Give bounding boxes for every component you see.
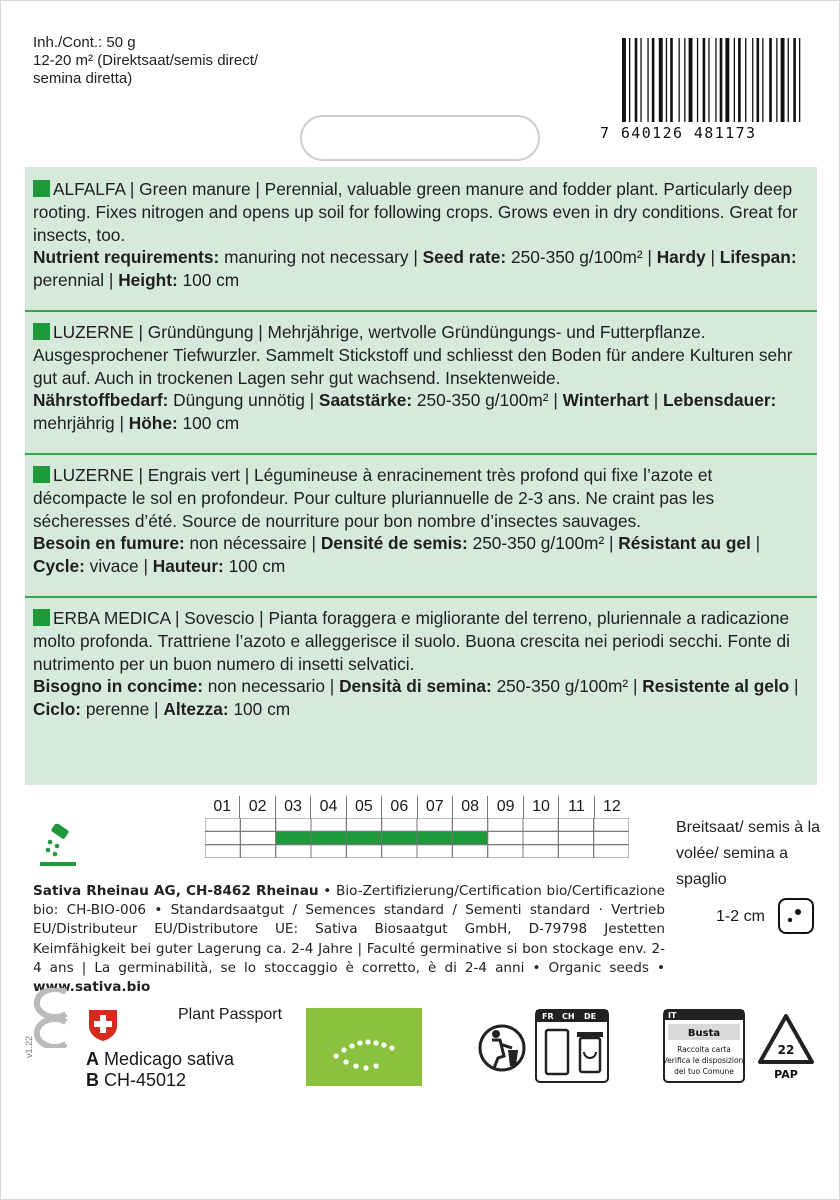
nutrient-value: non necessario |	[202, 676, 340, 697]
block-german	[33, 321, 809, 435]
busta-label: Busta	[687, 1028, 721, 1039]
barcode-bar	[622, 38, 626, 122]
lifespan-label: Lebensdauer:	[662, 390, 777, 411]
calendar-cell	[417, 845, 452, 858]
hardy-label: Résistant au gel	[618, 533, 751, 554]
calendar-cell	[558, 831, 593, 844]
calendar-cell	[488, 845, 523, 858]
calendar-cell	[382, 818, 417, 831]
month-label-05: 05	[346, 796, 381, 818]
barcode-bar	[689, 38, 693, 122]
eu-star	[343, 1059, 348, 1064]
barcode-bar	[752, 38, 753, 122]
lifespan-value: vivace |	[84, 556, 153, 577]
barcode-digits: 7 640126 481173	[600, 124, 757, 142]
sowing-depth: 1-2 cm	[716, 908, 765, 925]
eu-star	[357, 1040, 362, 1045]
sowing-cell	[417, 831, 452, 844]
calendar-cell	[276, 818, 311, 831]
barcode-bar	[762, 38, 763, 122]
barcode-bar	[725, 38, 729, 122]
raccolta-line-2: Verifica le disposizioni	[662, 1056, 746, 1065]
barcode-bar	[684, 38, 685, 122]
barcode-bar	[738, 38, 741, 122]
month-label-06: 06	[381, 796, 416, 818]
nutrient-value: Düngung unnötig |	[168, 390, 319, 411]
barcode-bar	[793, 38, 796, 122]
green-square-icon	[33, 609, 50, 626]
calendar-cell	[558, 845, 593, 858]
month-label-03: 03	[275, 796, 310, 818]
calendar-cell	[488, 818, 523, 831]
eu-star	[349, 1043, 354, 1048]
calendar-cell	[311, 845, 346, 858]
month-label-09: 09	[487, 796, 522, 818]
seed-value: 250-350 g/100m² |	[506, 247, 657, 268]
content-line-2: 12-20 m² (Direktsaat/semis direct/	[33, 52, 259, 69]
broadcast-sowing-icon	[30, 824, 80, 872]
month-label-08: 08	[452, 796, 487, 818]
passport-b-label: B	[86, 1070, 99, 1090]
block-description: | Engrais vert | Légumineuse à enracinement très profond qui fixe l’azote et décompacte le sol en profondeur. Pour culture pluriannuelle de 2-3 ans. Ne craint pas les sécheresses d’été. Source de nourriture pour bon nombre d’insectes sauvages.	[33, 465, 715, 531]
lifespan-label: Ciclo:	[33, 699, 82, 720]
company-name: Sativa Rheinau AG, CH-8462 Rheinau	[33, 883, 319, 899]
barcode-bar	[788, 38, 789, 122]
hardy-separator: |	[789, 676, 799, 697]
green-square-icon	[33, 323, 50, 340]
sowing-cell	[452, 831, 487, 844]
lifespan-value: perennial |	[33, 270, 119, 291]
seed-label: Densità di semina:	[339, 676, 492, 697]
pap-label: PAP	[774, 1068, 798, 1081]
eu-star	[333, 1053, 338, 1058]
calendar-cell	[523, 831, 558, 844]
eu-star	[365, 1039, 370, 1044]
eu-star	[353, 1063, 358, 1068]
barcode-bar	[799, 38, 800, 122]
barcode-bar	[708, 38, 709, 122]
nutrient-value: manuring not necessary |	[219, 247, 423, 268]
block-title: ERBA MEDICA	[53, 608, 171, 628]
nutrient-value: non nécessaire |	[184, 533, 321, 554]
barcode-bar	[697, 38, 698, 122]
block-french	[33, 464, 809, 578]
eu-star	[341, 1047, 346, 1052]
sowing-cell	[382, 831, 417, 844]
height-label: Höhe:	[128, 413, 178, 434]
block-description: | Green manure | Perennial, valuable green manure and fodder plant. Particularly deep rooting. Fixes nitrogen and opens up soil for following crops. Grows even in dry conditions. Great for insects, too.	[33, 179, 798, 245]
barcode-bar	[745, 38, 746, 122]
seed-value: 250-350 g/100m² |	[467, 533, 619, 554]
calendar-cell	[205, 831, 240, 844]
calendar-cell	[205, 818, 240, 831]
seed-label: Seed rate:	[422, 247, 507, 268]
hang-hole	[300, 115, 540, 161]
passport-b-value: CH-45012	[99, 1070, 187, 1090]
raccolta-line-1: Raccolta carta	[677, 1045, 731, 1054]
height-value: 100 cm	[177, 413, 240, 434]
block-italian	[33, 607, 809, 721]
barcode-bar	[629, 38, 630, 122]
raccolta-line-3: del tuo Comune	[674, 1067, 734, 1076]
swiss-flag-icon	[86, 1008, 120, 1042]
calendar-cell	[594, 845, 629, 858]
calendar-cell	[417, 818, 452, 831]
barcode-bar	[670, 38, 673, 122]
busta-info-block	[663, 1010, 746, 1082]
barcode-bar	[715, 38, 716, 122]
country-tag-de: DE	[584, 1012, 597, 1021]
calendar-cell	[205, 845, 240, 858]
hardy-separator: |	[705, 247, 720, 268]
company-info	[33, 882, 665, 997]
lifespan-label: Lifespan:	[719, 247, 797, 268]
month-label-11: 11	[558, 796, 593, 818]
content-info	[33, 34, 258, 88]
green-square-icon	[33, 180, 50, 197]
barcode-bar	[652, 38, 655, 122]
country-tag-fr: FR	[542, 1012, 554, 1021]
barcode-bar	[776, 38, 777, 122]
hardy-label: Winterhart	[562, 390, 649, 411]
passport-a-value: Medicago sativa	[99, 1049, 235, 1069]
eu-star	[373, 1040, 378, 1045]
calendar-cell	[311, 818, 346, 831]
sowing-calendar	[205, 796, 629, 858]
barcode-bar	[666, 38, 667, 122]
company-details: • Bio-Zertifizierung/Certification bio/Certificazione bio: CH-BIO-006 • Standardsaatgut / Semences standard / Sementi standard · Vertrieb EU/Distributeur EU/Distributore UE: Sativa Biosaatgut GmbH, D-79798 Jestetten Keimfähigkeit bei guter Lagerung ca. 2-4 Jahre | Faculté germinative si bon stockage env. 2-4 ans | La germinabilità, se lo stoccaggio è corretto, è di 2-4 anni • Organic seeds •	[33, 883, 665, 976]
eu-star	[373, 1063, 378, 1068]
seed-value: 250-350 g/100m² |	[491, 676, 643, 697]
barcode-bar	[781, 38, 785, 122]
calendar-cell	[523, 818, 558, 831]
month-header	[205, 796, 629, 818]
pap-recycling-icon	[760, 1016, 812, 1081]
block-english	[33, 178, 809, 292]
month-label-01: 01	[213, 798, 232, 815]
sowing-cell	[311, 831, 346, 844]
separator-line	[25, 310, 817, 312]
calendar-cell	[488, 831, 523, 844]
calendar-cell	[240, 831, 275, 844]
disposal-icons	[478, 1008, 818, 1088]
nutrient-label: Besoin en fumure:	[33, 533, 185, 554]
height-value: 100 cm	[228, 699, 291, 720]
month-label-02: 02	[239, 796, 274, 818]
block-description: | Sovescio | Pianta foraggera e migliorante del terreno, pluriennale a radicazione molto profonda. Trattriene l’azoto e alleggerisce il suolo. Buona crescita nei periodi secchi. Fonte di nutrimento per un buon numero di insetti selvatici.	[33, 608, 790, 674]
barcode-bar	[757, 38, 760, 122]
barcode-bar	[769, 38, 772, 122]
calendar-cell	[240, 845, 275, 858]
seed-value: 250-350 g/100m² |	[412, 390, 563, 411]
sowing-method: Breitsaat/ semis à la volée/ semina a spaglio	[676, 819, 821, 888]
barcode-bar	[659, 38, 663, 122]
sowing-depth-icon	[778, 898, 814, 934]
separator-line	[25, 596, 817, 598]
month-label-10: 10	[523, 796, 558, 818]
passport-registration	[86, 1070, 186, 1091]
company-website: www.sativa.bio	[33, 979, 151, 996]
hardy-separator: |	[750, 533, 761, 554]
hardy-separator: |	[648, 390, 663, 411]
eu-star	[389, 1045, 394, 1050]
plant-passport-title: Plant Passport	[178, 1006, 283, 1023]
height-value: 100 cm	[177, 270, 240, 291]
barcode-bar	[679, 38, 680, 122]
country-tag-it: IT	[668, 1011, 677, 1020]
passport-botanical-name	[86, 1049, 234, 1070]
calendar-cell	[452, 845, 487, 858]
green-square-icon	[33, 466, 50, 483]
block-title: LUZERNE	[53, 465, 134, 485]
calendar-cell	[452, 818, 487, 831]
lifespan-value: mehrjährig |	[33, 413, 129, 434]
separator-line	[25, 453, 817, 455]
height-value: 100 cm	[223, 556, 286, 577]
info-panel	[25, 167, 817, 785]
nutrient-label: Bisogno in concime:	[33, 676, 203, 697]
sowing-cell	[276, 831, 311, 844]
sowing-cell	[346, 831, 381, 844]
triman-info-block	[536, 1010, 608, 1082]
seed-label: Saatstärke:	[318, 390, 413, 411]
calendar-cell	[558, 818, 593, 831]
country-tag-ch: CH	[562, 1012, 575, 1021]
content-line-3: semina diretta)	[33, 70, 133, 87]
calendar-cell	[276, 845, 311, 858]
calendar-cell	[594, 831, 629, 844]
barcode-bar	[647, 38, 648, 122]
content-line-1: Inh./Cont.: 50 g	[33, 34, 136, 51]
eu-star	[363, 1065, 368, 1070]
nutrient-label: Nährstoffbedarf:	[33, 390, 169, 411]
block-title: LUZERNE	[53, 322, 134, 342]
barcode-bar	[734, 38, 735, 122]
barcode-bar	[635, 38, 638, 122]
block-title: ALFALFA	[53, 179, 126, 199]
calendar-cell	[594, 818, 629, 831]
month-label-04: 04	[310, 796, 345, 818]
height-label: Height:	[118, 270, 178, 291]
hardy-label: Resistente al gelo	[642, 676, 790, 697]
calendar-cell	[240, 818, 275, 831]
calendar-cell	[346, 845, 381, 858]
calendar-cell	[523, 845, 558, 858]
eu-organic-logo	[306, 1008, 422, 1086]
calendar-cell	[382, 845, 417, 858]
lifespan-value: perenne |	[81, 699, 164, 720]
month-label-12: 12	[594, 796, 629, 818]
barcode-bar	[720, 38, 723, 122]
block-description: | Gründüngung | Mehrjährige, wertvolle Gründüngungs- und Futterpflanze. Ausgesprochener Tiefwurzler. Sammelt Stickstoff und schliesst den Boden für andere Kulturen sehr gut auf. Auch in trockenen Lagen sehr gut wachsend. Insektenweide.	[33, 322, 793, 388]
month-label-07: 07	[417, 796, 452, 818]
nutrient-label: Nutrient requirements:	[33, 247, 220, 268]
seed-label: Densité de semis:	[320, 533, 468, 554]
hardy-label: Hardy	[656, 247, 706, 268]
pap-number: 22	[777, 1043, 795, 1057]
height-label: Altezza:	[163, 699, 229, 720]
height-label: Hauteur:	[152, 556, 224, 577]
lifespan-label: Cycle:	[33, 556, 85, 577]
calendar-grid	[205, 818, 629, 858]
barcode-bar	[703, 38, 706, 122]
tidyman-icon	[480, 1026, 524, 1070]
eu-star	[381, 1042, 386, 1047]
passport-a-label: A	[86, 1049, 99, 1069]
barcode-bar	[640, 38, 641, 122]
calendar-cell	[346, 818, 381, 831]
version-label: v1.22	[24, 1035, 34, 1058]
